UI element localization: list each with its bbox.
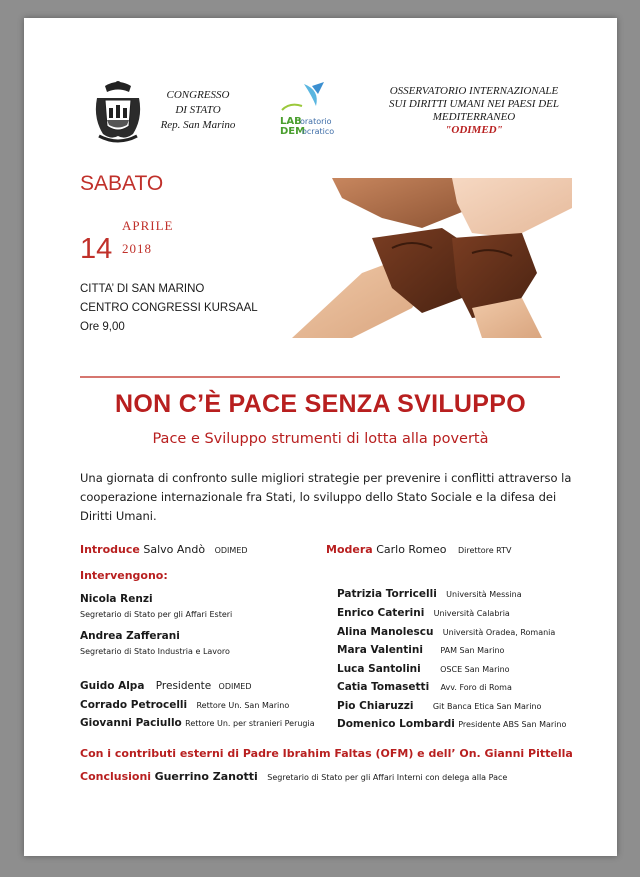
observatory-line-1: OSSERVATORIO INTERNAZIONALE <box>389 85 559 97</box>
speaker-entry <box>80 717 315 729</box>
venue-city: CITTA’ DI SAN MARINO <box>80 283 205 295</box>
observatory-line-2: SUI DIRITTI UMANI NEI PAESI DEL <box>389 98 559 110</box>
speaker-name: Enrico Caterini <box>337 607 425 619</box>
speaker-name: Corrado Petrocelli <box>80 699 188 711</box>
speaker-entry <box>337 700 541 712</box>
speaker-role: Presidente ABS San Marino <box>458 720 567 729</box>
speaker-name: Patrizia Torricelli <box>337 588 437 600</box>
event-month-year <box>122 214 174 260</box>
speaker-entry <box>337 718 566 730</box>
modera-line <box>326 543 512 556</box>
speaker-role: Git Banca Etica San Marino <box>432 702 542 711</box>
speaker-name: Domenico Lombardi <box>337 718 455 730</box>
speaker-role: OSCE San Marino <box>440 665 510 674</box>
event-month: APRILE <box>122 218 174 233</box>
speaker-role: Rettore Un. per stranieri Perugia <box>185 719 315 728</box>
speaker-name: Mara Valentini <box>337 644 423 656</box>
speaker-name: Luca Santolini <box>337 663 421 675</box>
flyer-page <box>24 18 617 856</box>
speaker-entry <box>337 681 512 693</box>
venue-time: Ore 9,00 <box>80 321 125 333</box>
speaker-entry <box>337 644 504 656</box>
speaker-entry <box>337 626 555 638</box>
flyer-subtitle: Pace e Sviluppo strumenti di lotta alla povertà <box>152 431 489 447</box>
introduce-label: Introduce <box>80 543 140 556</box>
observatory-acronym: "ODIMED" <box>445 124 503 136</box>
speaker-entry <box>337 607 510 619</box>
speaker-name: Alina Manolescu <box>337 626 434 638</box>
speaker-entry <box>80 680 251 692</box>
conclusions-name: Guerrino Zanotti <box>154 770 258 783</box>
introduce-name: Salvo Andò <box>143 543 206 556</box>
intervengono-label: Intervengono: <box>80 569 168 582</box>
external-contributions: Con i contributi esterni di Padre Ibrahim Faltas (OFM) e dell’ On. Gianni Pittella <box>80 747 573 760</box>
conclusions-label: Conclusioni <box>80 770 152 783</box>
lab-logo-ocratico: ocratico <box>302 127 335 136</box>
lab-logo-lab: LAB <box>280 116 302 127</box>
speaker-role: Segretario di Stato Industria e Lavoro <box>80 647 230 656</box>
speaker-name: Catia Tomasetti <box>337 681 430 693</box>
speaker-role: Università Messina <box>446 590 522 599</box>
speaker-name: Andrea Zafferani <box>80 630 180 642</box>
lab-logo-oratorio: oratorio <box>300 117 332 126</box>
modera-name: Carlo Romeo <box>376 543 447 556</box>
conclusions-role: Segretario di Stato per gli Affari Interni con delega alla Pace <box>267 773 508 782</box>
interlocking-hands-image <box>272 178 572 338</box>
observatory-line-3: MEDITERRANEO <box>432 111 516 123</box>
observatory-label <box>364 85 584 137</box>
congress-line-1: CONGRESSO <box>166 89 230 101</box>
speaker-role: Avv. Foro di Roma <box>440 683 512 692</box>
speaker-entry <box>337 588 522 600</box>
speaker-role: Segretario di Stato per gli Affari Esteri <box>80 610 233 619</box>
speaker-name: Guido Alpa <box>80 680 145 692</box>
congress-of-state-label <box>148 88 248 133</box>
congress-line-2: DI STATO <box>175 104 221 116</box>
speaker-org: ODIMED <box>218 682 252 691</box>
introduce-org: ODIMED <box>214 546 248 555</box>
speaker-name: Giovanni Paciullo <box>80 717 182 729</box>
speaker-name: Pio Chiaruzzi <box>337 700 414 712</box>
speaker-role: Università Oradea, Romania <box>442 628 556 637</box>
speaker-role: Presidente <box>155 680 212 692</box>
speaker-role: PAM San Marino <box>440 646 505 655</box>
flyer-title: NON C’È PACE SENZA SVILUPPO <box>115 390 526 418</box>
speaker-entry <box>80 699 289 711</box>
event-date-number: 14 <box>80 233 113 265</box>
modera-org: Direttore RTV <box>458 546 512 555</box>
lab-logo-dem: DEM <box>280 126 306 137</box>
laboratorio-democratico-logo <box>278 80 336 138</box>
event-venue <box>80 280 258 337</box>
divider-rule <box>80 376 560 378</box>
san-marino-seal-icon <box>91 78 145 144</box>
modera-label: Modera <box>326 543 373 556</box>
event-day: SABATO <box>80 172 164 195</box>
speaker-role: Università Calabria <box>433 609 510 618</box>
congress-line-3: Rep. San Marino <box>160 119 236 131</box>
speaker-name: Nicola Renzi <box>80 593 153 605</box>
speaker-entry <box>337 663 510 675</box>
speaker-role: Rettore Un. San Marino <box>196 701 290 710</box>
venue-center: CENTRO CONGRESSI KURSAAL <box>80 302 258 314</box>
event-year: 2018 <box>122 241 152 256</box>
introduce-line <box>80 543 248 556</box>
conclusions-line <box>80 770 507 783</box>
event-description: Una giornata di confronto sulle migliori strategie per prevenire i conflitti attraverso la cooperazione internazionale fra Stati, lo sviluppo dello Stato Sociale e la difesa dei Diritti Umani. <box>80 471 572 523</box>
